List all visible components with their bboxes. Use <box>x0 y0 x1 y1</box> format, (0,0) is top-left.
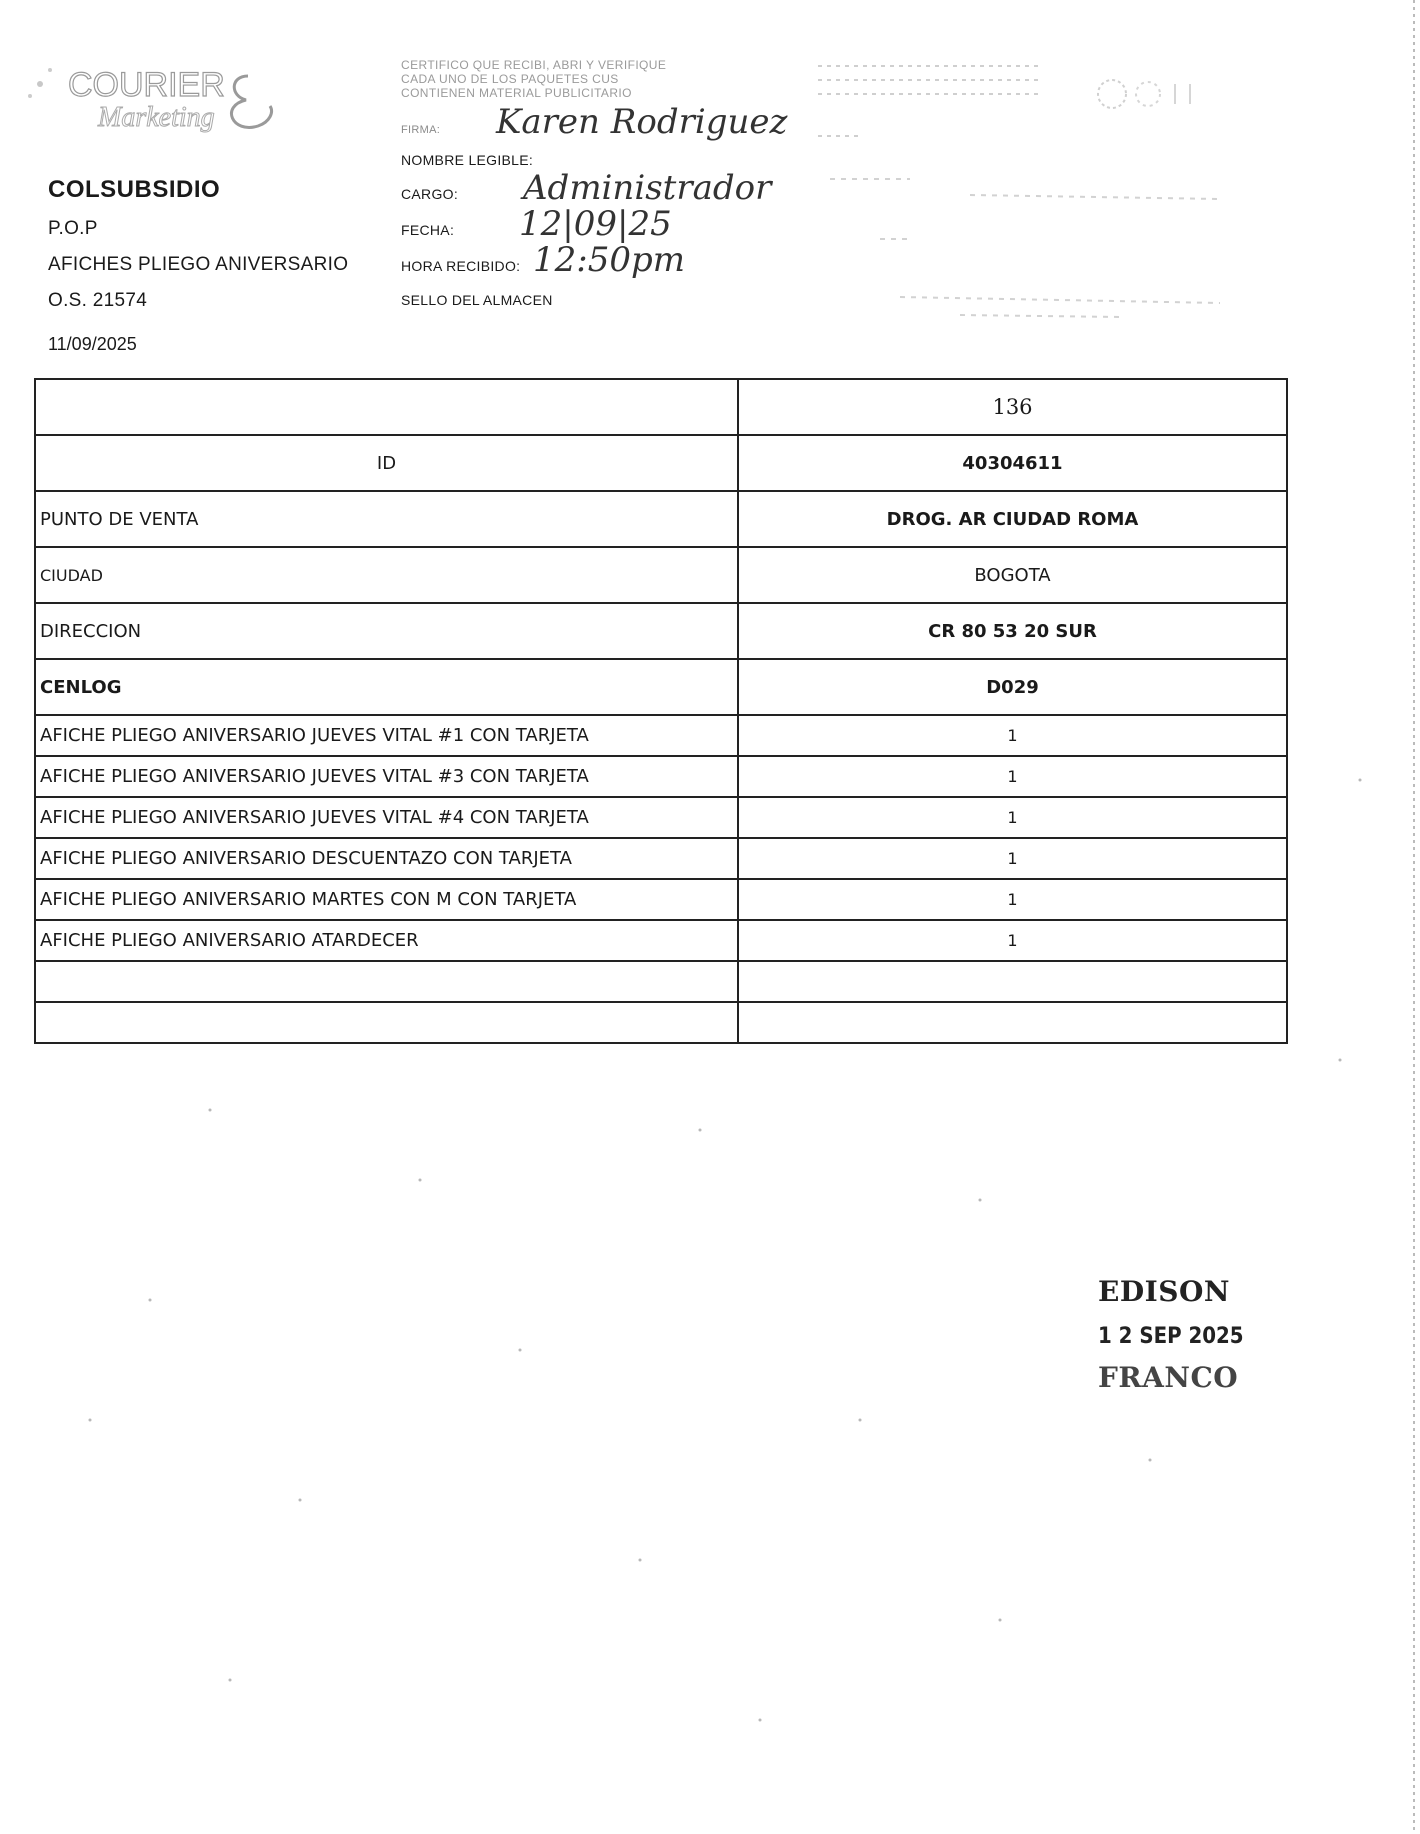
table-row-cenlog <box>35 659 1287 715</box>
item-quantity: 1 <box>738 920 1287 961</box>
courier-marketing-logo <box>20 56 290 136</box>
table-row-item <box>35 756 1287 797</box>
item-label: AFICHE PLIEGO ANIVERSARIO ATARDECER <box>35 920 738 961</box>
certification-line: CONTIENEN MATERIAL PUBLICITARIO <box>401 86 632 100</box>
cargo-label: CARGO: <box>401 186 459 202</box>
received-stamp <box>1098 1275 1248 1394</box>
row-label: CIUDAD <box>35 547 738 603</box>
table-row-item <box>35 879 1287 920</box>
item-label: AFICHE PLIEGO ANIVERSARIO JUEVES VITAL #3 CON TARJETA <box>35 756 738 797</box>
certification-line: CADA UNO DE LOS PAQUETES CUS <box>401 72 619 86</box>
scan-edge <box>1413 0 1415 1834</box>
item-quantity: 1 <box>738 756 1287 797</box>
client-info-block <box>48 176 348 355</box>
table-header-row <box>35 379 1287 435</box>
hora-label: HORA RECIBIDO: <box>401 258 521 274</box>
nombre-row <box>401 144 781 170</box>
firma-signature: Karen Rodriguez <box>496 102 788 142</box>
firma-label: FIRMA: <box>401 124 441 136</box>
nombre-label: NOMBRE LEGIBLE: <box>401 152 534 168</box>
item-label: AFICHE PLIEGO ANIVERSARIO JUEVES VITAL #1 CON TARJETA <box>35 715 738 756</box>
row-value: D029 <box>738 659 1287 715</box>
id-label: ID <box>35 435 738 491</box>
row-label: PUNTO DE VENTA <box>35 491 738 547</box>
hora-row <box>401 240 781 282</box>
delivery-table <box>34 378 1288 1044</box>
client-date: 11/09/2025 <box>48 334 137 354</box>
client-name: COLSUBSIDIO <box>48 176 221 203</box>
header-number: 136 <box>738 379 1287 435</box>
table-row-empty <box>35 1002 1287 1043</box>
stamp-surname: FRANCO <box>1098 1361 1239 1394</box>
table-row-item <box>35 838 1287 879</box>
row-label: CENLOG <box>35 659 738 715</box>
receipt-block <box>401 58 788 310</box>
client-line-product: AFICHES PLIEGO ANIVERSARIO <box>48 254 349 275</box>
firma-row <box>401 102 788 144</box>
item-quantity: 1 <box>738 838 1287 879</box>
logo-courier-text: COURIER <box>68 66 225 104</box>
table-row-item <box>35 797 1287 838</box>
stamp-date: 1 2 SEP 2025 <box>1098 1324 1244 1349</box>
table-row-punto-de-venta <box>35 491 1287 547</box>
faint-stamp-logo <box>1090 74 1210 114</box>
id-value: 40304611 <box>738 435 1287 491</box>
row-value: DROG. AR CIUDAD ROMA <box>738 491 1287 547</box>
empty-cell <box>35 1002 738 1043</box>
certification-text <box>401 58 781 108</box>
row-value: CR 80 53 20 SUR <box>738 603 1287 659</box>
client-line-order: O.S. 21574 <box>48 290 148 311</box>
table-row-ciudad <box>35 547 1287 603</box>
empty-cell <box>35 961 738 1002</box>
stamp-name: EDISON <box>1098 1275 1230 1308</box>
fecha-label: FECHA: <box>401 222 455 238</box>
table-row-id <box>35 435 1287 491</box>
item-quantity: 1 <box>738 797 1287 838</box>
row-label: DIRECCION <box>35 603 738 659</box>
item-label: AFICHE PLIEGO ANIVERSARIO DESCUENTAZO CON TARJETA <box>35 838 738 879</box>
fecha-value: 12|09|25 <box>519 204 672 244</box>
certification-line: CERTIFICO QUE RECIBI, ABRI Y VERIFIQUE <box>401 58 667 72</box>
empty-cell <box>738 961 1287 1002</box>
item-quantity: 1 <box>738 715 1287 756</box>
item-quantity: 1 <box>738 879 1287 920</box>
sello-row <box>401 282 781 310</box>
cargo-value: Administrador <box>523 168 772 208</box>
row-value: BOGOTA <box>738 547 1287 603</box>
empty-cell <box>738 1002 1287 1043</box>
logo-marketing-text: Marketing <box>98 102 215 133</box>
item-label: AFICHE PLIEGO ANIVERSARIO JUEVES VITAL #4 CON TARJETA <box>35 797 738 838</box>
table-row-item <box>35 920 1287 961</box>
item-label: AFICHE PLIEGO ANIVERSARIO MARTES CON M CON TARJETA <box>35 879 738 920</box>
table-row-item <box>35 715 1287 756</box>
faint-lines-residue <box>820 175 1220 335</box>
hora-value: 12:50pm <box>533 240 685 280</box>
table-row-empty <box>35 961 1287 1002</box>
sello-label: SELLO DEL ALMACEN <box>401 292 553 308</box>
table-row-direccion <box>35 603 1287 659</box>
header-empty-cell <box>35 379 738 435</box>
client-line-pop: P.O.P <box>48 218 98 239</box>
